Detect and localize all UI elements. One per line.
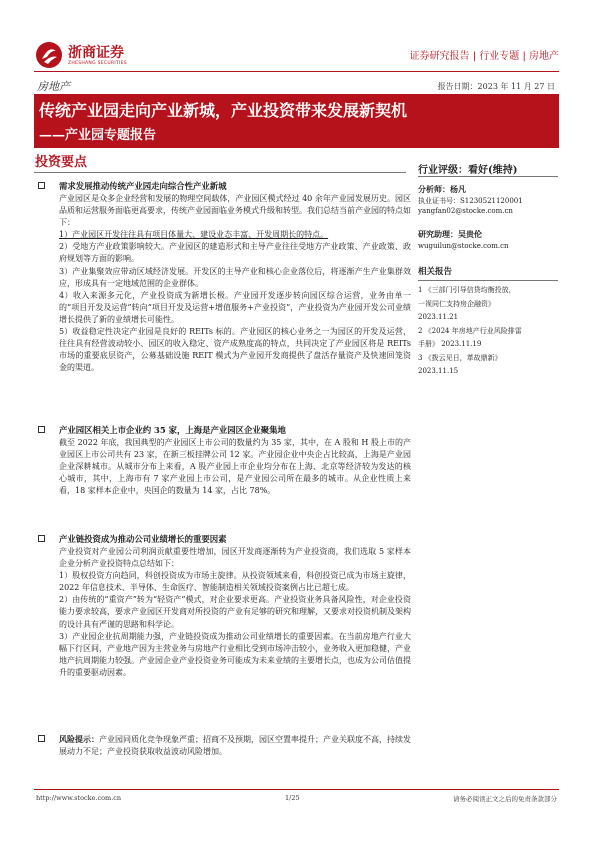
paragraph: 3）产业集聚效应带动区域经济发展。开发区的主导产业和核心企业落位后，将逐渐产生产业集群效应，形成具有一定地域范围的企业群体。 [59,266,411,288]
related-report-title: 一视同仁支持房企融资》 [418,299,495,308]
paragraph: 产业投资对产业园公司利润贡献重要性增加，园区开发商逐渐转为产业投资商，我们选取 5 家样本企业分析产业投资特点总结如下： [59,547,411,569]
bullet-square-icon [38,426,45,433]
analyst-label: 分析师： [418,184,450,194]
related-report-title: 2 《2024 年房地产行业风险排雷 [418,326,522,335]
risk-label: 风险提示： [59,734,99,744]
analyst-email[interactable]: yangfan02@stocke.com.cn [418,207,513,215]
related-report-title: 手册》 2023.11.19 [418,340,482,348]
footer-url[interactable]: http://www.stocke.com.cn [36,794,122,802]
paragraph: 1）股权投资方向趋同，科创投资成为市场主旋律。从投资领域来看，科创投资已成为市场主旋律，2022 年信息技术、半导体、生命医疗、智能制造相关领域投资案例占比已超七成。 [59,571,411,593]
bullet-square-icon [38,735,45,742]
risk-body [59,733,411,758]
related-report-date: 2023.11.21 [418,313,459,321]
brand-name-en: ZHESHANG SECURITIES [68,61,127,66]
paragraph: 产业园区是众多企业经营和发展的物理空间载体，产业园区模式经过 40 余年产业园发展历史。园区品质和运营服务面临更高要求，传统产业园面临业务模式升级和转型。我们总结当前产业园的特点如下： [59,194,411,228]
assistant-label: 研究助理： [418,229,458,239]
paragraph: 1）产业园区开发往往具有项目体量大、建设业态丰富、开发周期长的特点。 [59,230,329,240]
brand-name-cn: 浙商证券 [68,45,124,61]
assistant-email[interactable]: wuguilun@stocke.com.cn [418,241,509,250]
key-point-heading: 需求发展推动传统产业园走向综合性产业新城 [59,181,227,191]
key-point-body [59,546,411,679]
analyst-name: 杨凡 [450,184,466,194]
footer-divider [34,789,559,790]
sidebar-divider [418,176,558,177]
related-report-item[interactable] [418,284,558,325]
analyst-info [418,184,563,217]
section-title: 投资要点 [35,155,88,170]
footer-disclaimer: 请务必阅读正文之后的免责条款部分 [453,795,557,803]
related-reports-list [418,284,558,379]
paragraph: 5）收益稳定性决定产业园是良好的 REITs 标的。产业园区的核心业务之一为园区的开发及运营，往往具有经营波动较小、园区的收入稳定、资产成熟度高的特点，共同决定了产业园区将是 REITs 市场的重要底层资产，公募基础设施 REIT 模式为产业园开发商提供了盘活存量资产及快速回笼资金的渠道。 [59,327,411,373]
company-logo [34,40,154,74]
risk-text: 产业园同质化竞争现象严重；招商不及预期，园区空置率提升；产业关联度不高，持续发展动力不足；产业投资获取收益波动风险增加。 [59,735,411,757]
license-number: 执业证书号：S1230521120001 [418,196,523,205]
key-point-heading: 产业链投资成为推动公司业绩增长的重要因素 [59,534,227,544]
paragraph: 2）由传统的“重资产”转为“轻资产”模式，对企业要求更高。产业投资业务具备风险性，对企业投资能力要求较高，要求产业园区开发商对所投资的产业有足够的研究和理解，又要求对投资机制及架构的设计具有严谨的思路和科学论。 [59,595,411,629]
related-reports-title: 相关报告 [418,267,453,277]
brand-mark-icon [34,40,64,70]
breadcrumb: 证券研究报告 | 行业专题 | 房地产 [409,51,559,62]
industry-rating: 行业评级：看好(维持) [418,165,518,176]
report-date: 报告日期：2023 年 11 月 27 日 [437,82,555,91]
title-banner [34,94,559,148]
related-report-item[interactable] [418,325,558,352]
key-point-body [59,193,411,374]
page-number: 1/25 [285,794,300,802]
report-title: 传统产业园走向产业新城，产业投资带来发展新契机 [39,101,408,120]
sidebar-divider [418,280,558,281]
report-subtitle: ——产业园专题报告 [39,128,157,143]
industry-label: 房地产 [37,80,70,93]
key-point-body [59,437,411,497]
related-report-item[interactable] [418,352,558,379]
paragraph: 3）产业园企业抗周期能力强，产业链投资成为推动公司业绩增长的重要因素。在当前房地产行业大幅下行区间，产业地产因为主营业务与房地产行业相比受到市场冲击较小，业务收入更加稳健，产业地产抗周期能力较强。产业园企业产业投资业务可能成为未来业绩的主要增长点，也成为公司估值提升的重要驱动因素。 [59,631,411,677]
bullet-square-icon [38,535,45,542]
key-point-heading: 产业园区相关上市企业约 35 家，上海是产业园区企业聚集地 [59,425,286,435]
related-report-title: 3 《拨云见日，革故鼎新》 [418,353,502,362]
paragraph: 4）收入来源多元化，产业投资成为新增长极。产业园开发逐步转向园区综合运营，业务由单一的“项目开发及运营”转向“项目开发及运营+增值服务+产业投资”，产业投资为产业园开发公司业绩增长提供了新的业绩增长可能性。 [59,290,411,324]
header-divider [34,71,559,72]
paragraph: 2）受地方产业政策影响较大。产业园区的建造形式和主导产业往往受地方产业政策、产业政策、政府规划等方面的影响。 [59,242,411,264]
section-divider [34,172,406,173]
paragraph: 截至 2022 年底，我国典型的产业园区上市公司的数量约为 35 家，其中，在 A 股和 H 股上市的产业园区上市公司共有 23 家，在新三板挂牌公司 12 家。产业园企业中央企占比较高，上海是产业园企业深耕城市。从城市分布上来看，A 股产业园上市企业均分布在上海、北京等经济较为发达的核心城市，其中，上海市有 7 家产业园上市公司，是产业园公司所在最多的城市。从企业性质上来看，18 家样本企业中，央国企的数量为 14 家，占比 78%。 [59,438,411,496]
related-report-title: 1 《三部门引导信贷均衡投放， [418,286,516,294]
bullet-square-icon [38,182,45,189]
assistant-name: 吴贵伦 [458,229,482,239]
assistant-info [418,229,563,251]
related-report-date: 2023.11.15 [418,367,459,375]
